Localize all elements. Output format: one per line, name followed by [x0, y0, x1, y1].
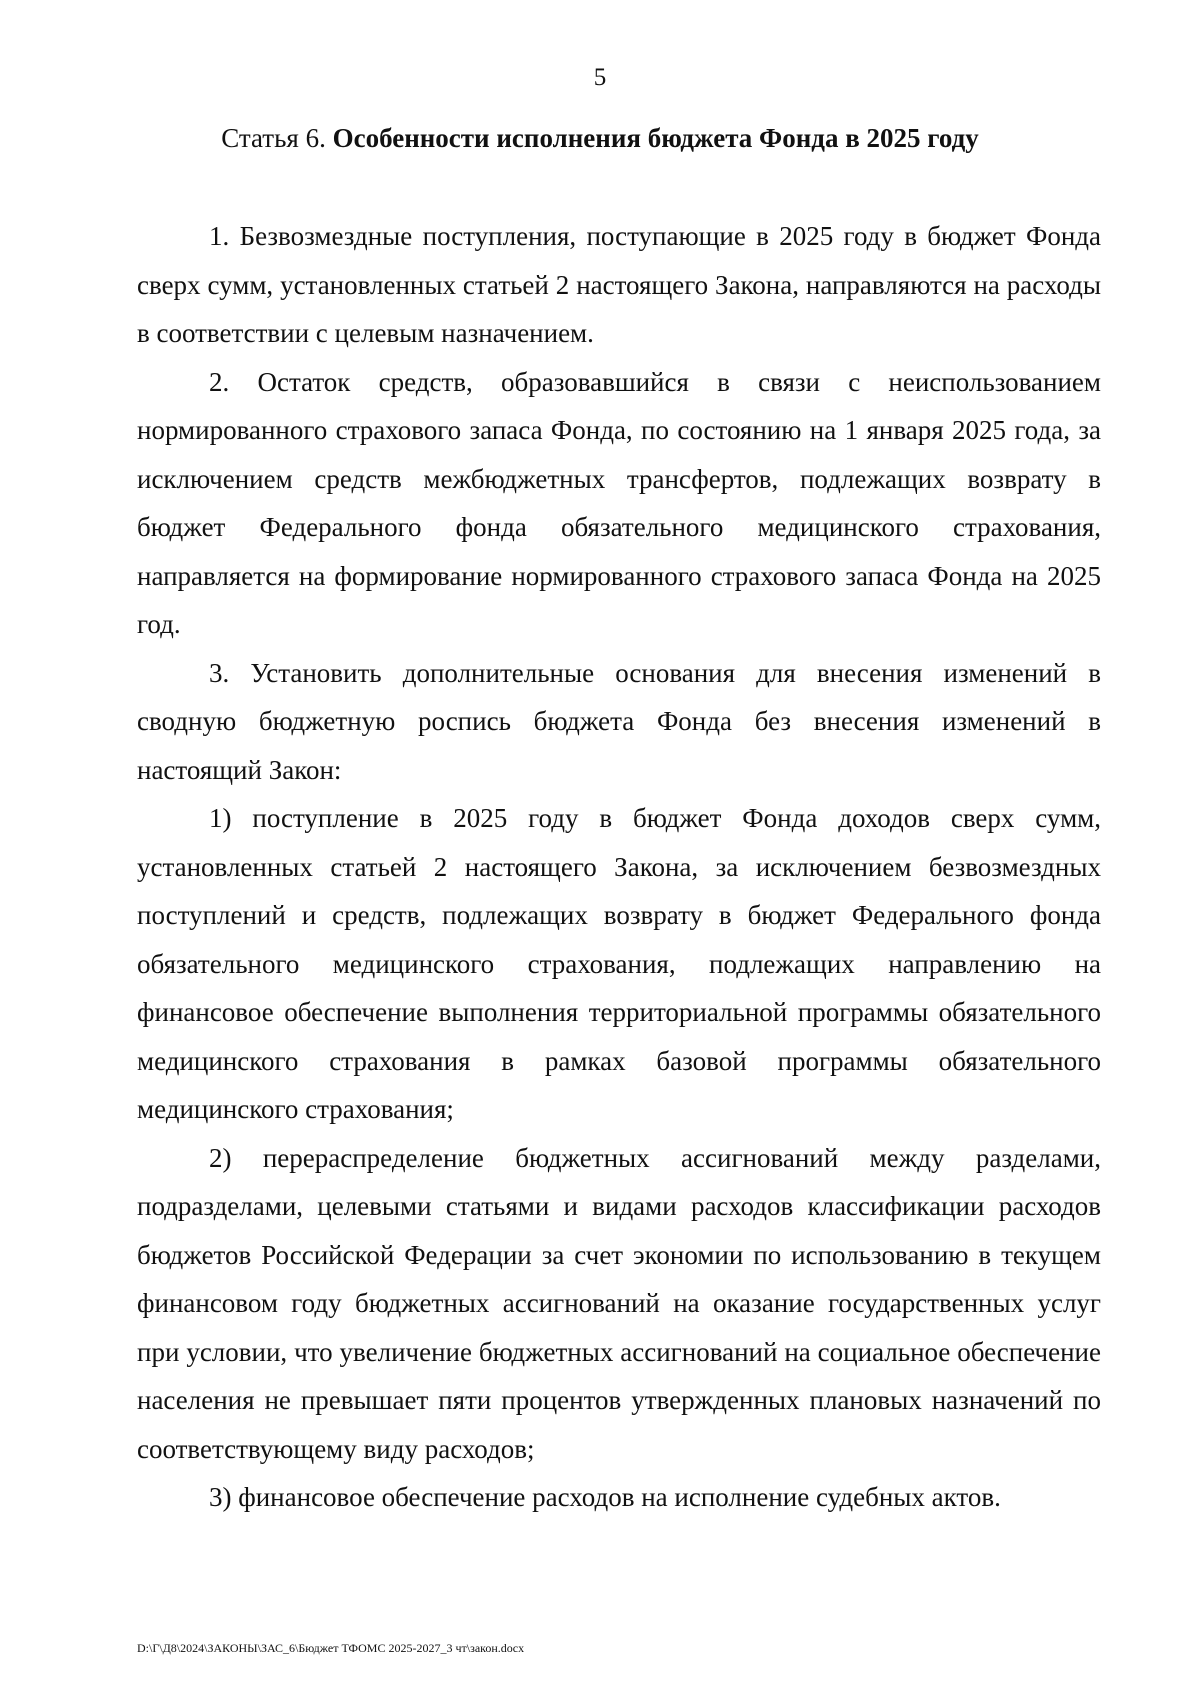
article-body	[137, 212, 1101, 1522]
page-number: 5	[593, 64, 607, 91]
paragraph-2: 2. Остаток средств, образовавшийся в связи с неиспользованием нормированного страхового запаса Фонда, по состоянию на 1 января 2025 года, за исключением средств межбюджетных трансфертов, подлежащих возврату в бюджет Федерального фонда обязательного медицинского страхования, направляется на формирование нормированного страхового запаса Фонда на 2025 год.	[137, 366, 1101, 639]
paragraph-1: 1. Безвозмездные поступления, поступающие в 2025 году в бюджет Фонда сверх сумм, установленных статьей 2 настоящего Закона, направляются на расходы в соответствии с целевым назначением.	[137, 221, 1101, 348]
article-label: Статья 6.	[221, 123, 326, 153]
article-title: Особенности исполнения бюджета Фонда в 2025 году	[332, 123, 979, 153]
subparagraph-2: 2) перераспределение бюджетных ассигнований между разделами, подразделами, целевыми статьями и видами расходов классификации расходов бюджетов Российской Федерации за счет экономии по использованию в текущем финансовом году бюджетных ассигнований на оказание государственных услуг при условии, что увеличение бюджетных ассигнований на социальное обеспечение населения не превышает пяти процентов утвержденных плановых назначений по соответствующему виду расходов;	[137, 1142, 1101, 1464]
subparagraph-1: 1) поступление в 2025 году в бюджет Фонда доходов сверх сумм, установленных статьей 2 настоящего Закона, за исключением безвозмездных поступлений и средств, подлежащих возврату в бюджет Федерального фонда обязательного медицинского страхования, подлежащих направлению на финансовое обеспечение выполнения территориальной программы обязательного медицинского страхования в рамках базовой программы обязательного медицинского страхования;	[137, 803, 1101, 1124]
paragraph-3: 3. Установить дополнительные основания для внесения изменений в сводную бюджетную роспись бюджета Фонда без внесения изменений в настоящий Закон:	[137, 657, 1101, 785]
subparagraph-3: 3) финансовое обеспечение расходов на исполнение судебных актов.	[209, 1482, 1001, 1512]
file-path-footer: D:\Г\Д8\2024\ЗАКОНЫ\ЗАС_6\Бюджет ТФОМС 2025-2027_3 чт\закон.docx	[137, 1641, 525, 1655]
article-heading	[0, 118, 1200, 158]
